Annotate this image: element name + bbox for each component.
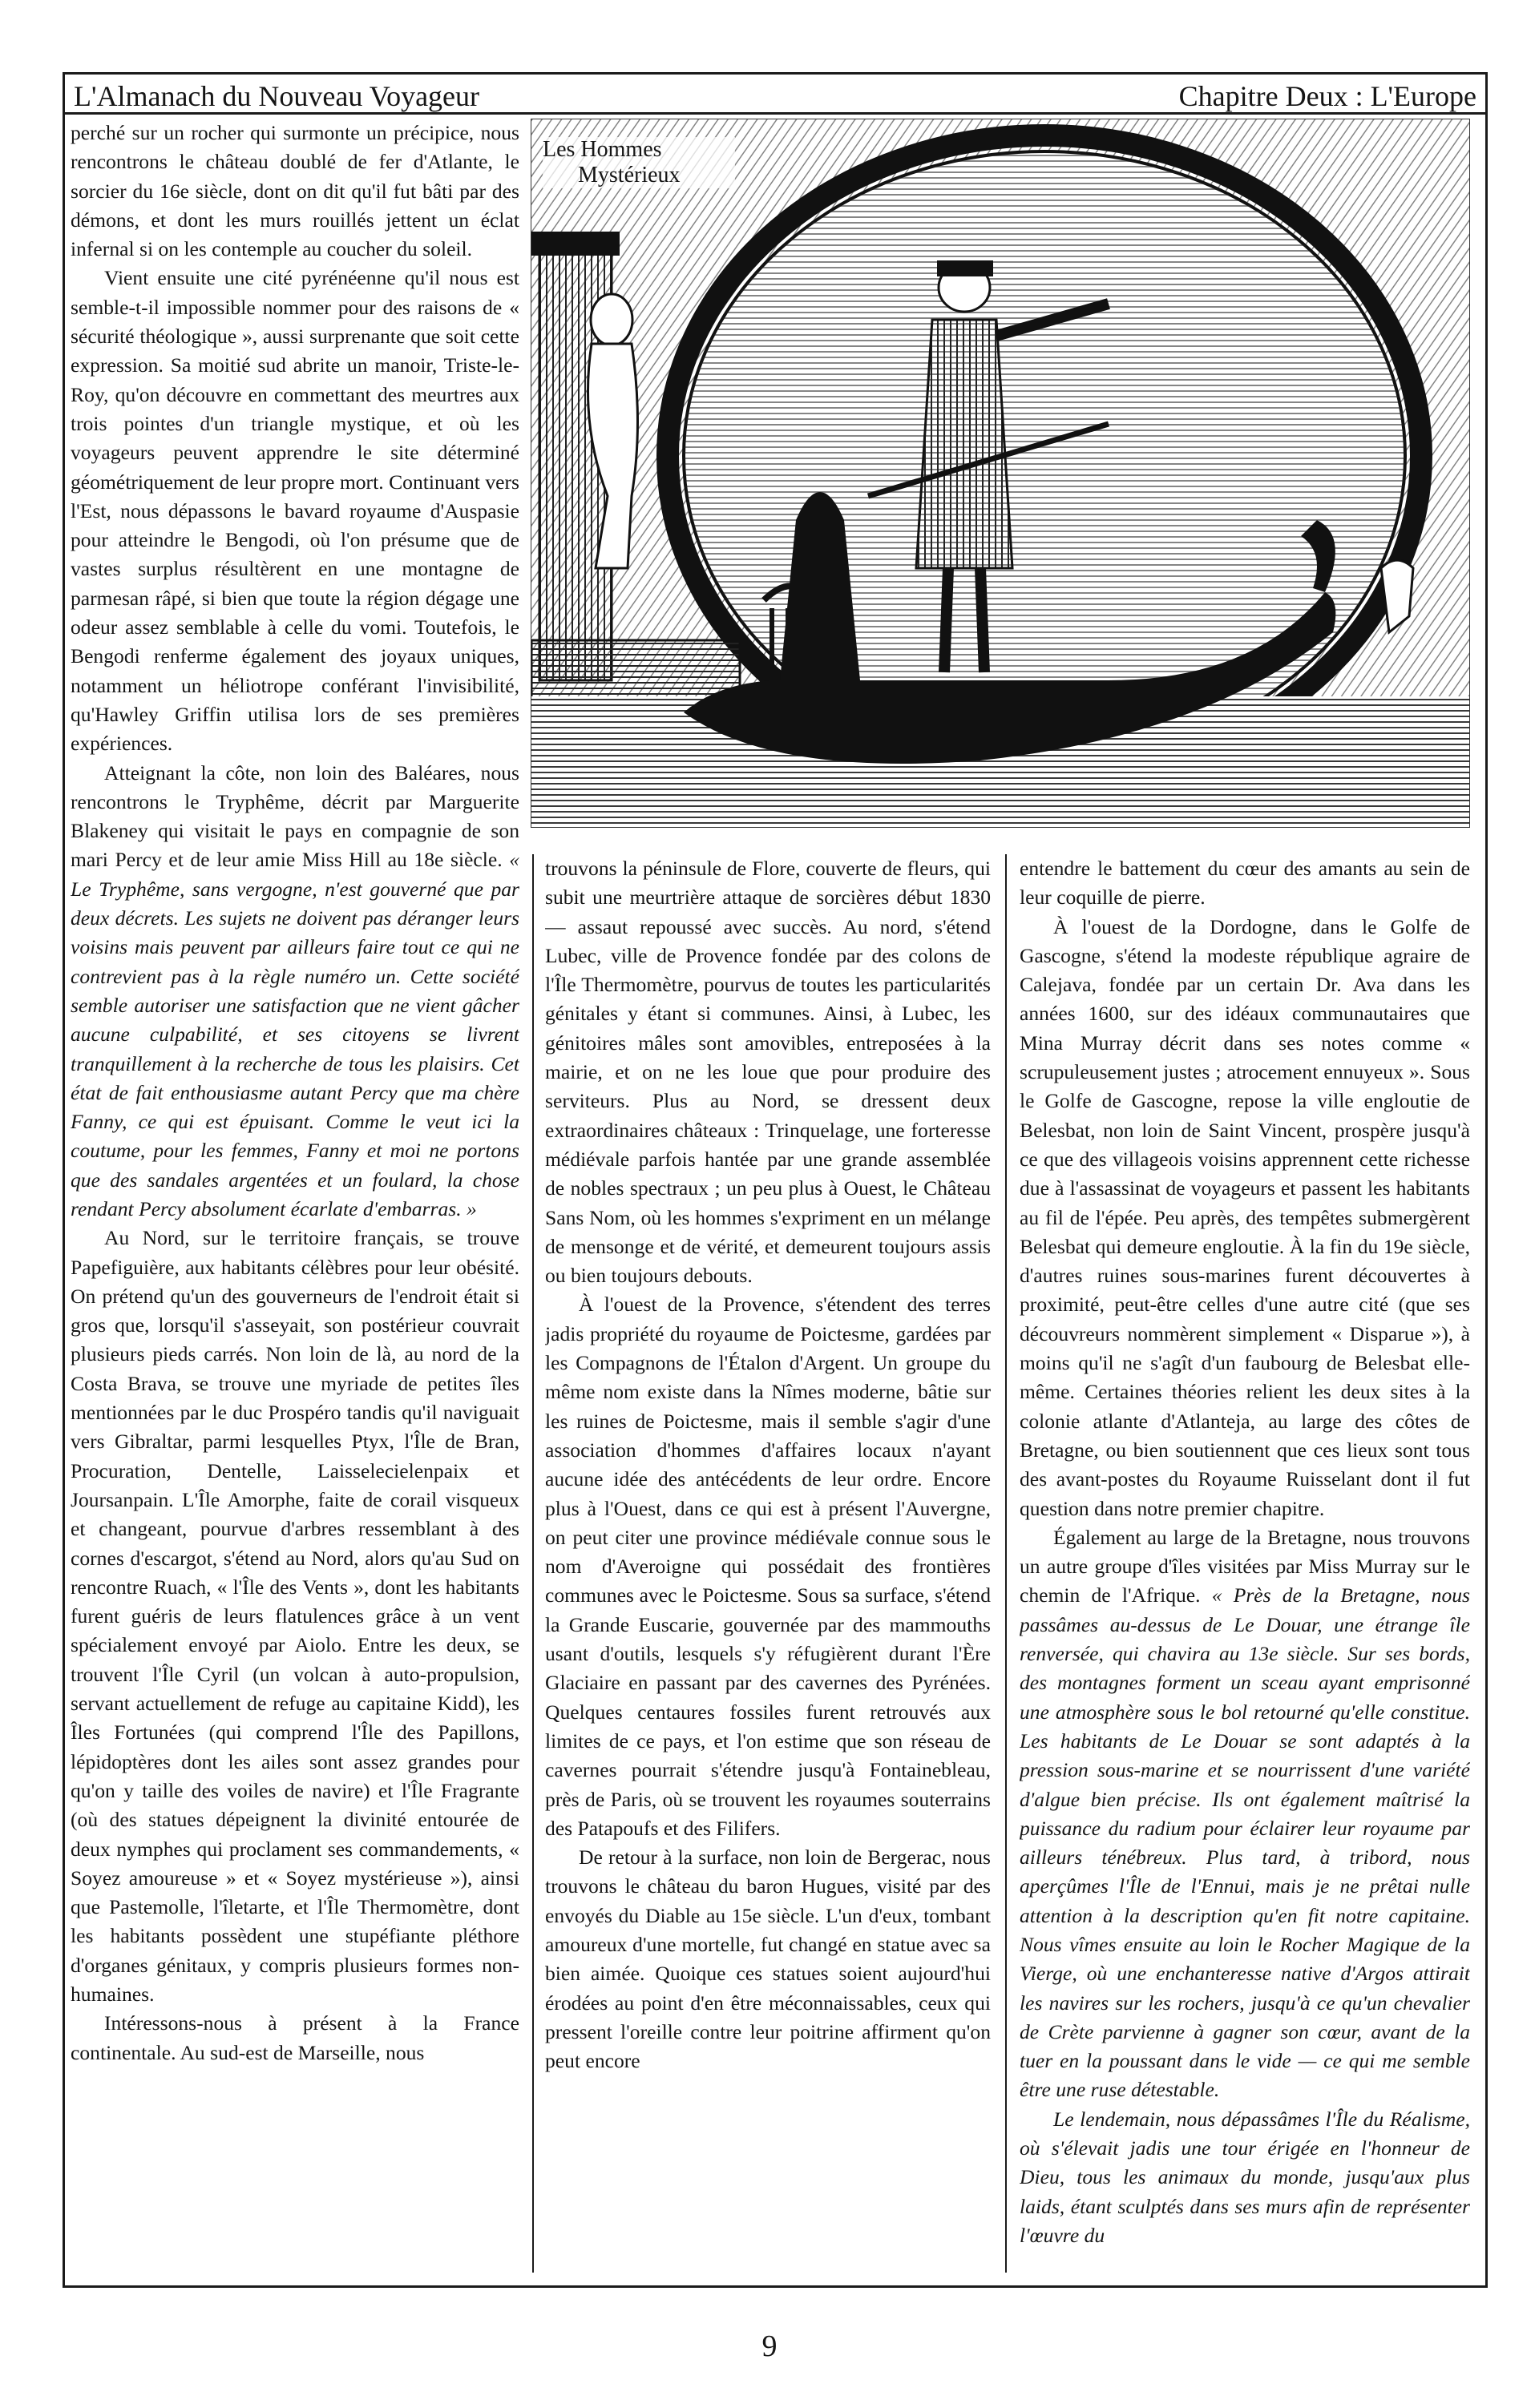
paragraph [71, 2009, 519, 2067]
chapter-title: Chapitre Deux : L'Europe [1178, 80, 1476, 112]
text-column-2 [545, 854, 991, 2277]
page-number: 9 [761, 2329, 778, 2363]
text-column-1 [71, 119, 519, 2274]
column-rule-1 [532, 854, 534, 2273]
paragraph [1020, 1523, 1470, 2105]
paragraph-text: Également au large de la Bretagne, nous trouvons un autre groupe d'îles visitées par Miss Murray sur le chemin de l'Afrique. [1020, 1525, 1470, 1607]
paragraph [1020, 854, 1470, 913]
paragraph-text: Intéressons-nous à présent à la France continentale. Au sud-est de Marseille, nous [71, 2011, 519, 2064]
caption-line-1: Les Hommes [543, 137, 662, 162]
gondola-illustration [531, 119, 1470, 828]
paragraph-text: entendre le battement du cœur des amants au sein de leur coquille de pierre. [1020, 857, 1470, 910]
paragraph [1020, 2105, 1470, 2250]
paragraph-text: Vient ensuite une cité pyrénéenne qu'il nous est semble-t-il impossible nommer pour des raisons de « sécurité théologique », aussi surprenante que soit cette expression. Sa moitié sud abrite un manoir, Triste-le-Roy, qu'on découvre en commettant des meurtres aux trois pointes d'un triangle mystique, et où les voyageurs peuvent apprendre le site déterminé géométriquement de leur propre mort. Continuant vers l'Est, nous dépassons le bavard royaume d'Auspasie pour atteindre le Bengodi, où l'on présume que de vastes surplus résultèrent en une montagne de parmesan râpé, si bien que toute la région dégage une odeur assez semblable à celle du vomi. Toutefois, le Bengodi renferme également des joyaux uniques, notamment un héliotrope conférant l'invisibilité, qu'Hawley Griffin utilisa lors de ses premières expériences. [71, 266, 519, 756]
paragraph [71, 759, 519, 1224]
paragraph-text: À l'ouest de la Provence, s'étendent des terres jadis propriété du royaume de Poictesme, gardées par les Compagnons de l'Étalon d'Argent. Un groupe du même nom existe dans la Nîmes moderne, bâtie sur les ruines de Poictesme, mais il semble s'agir d'une association d'hommes d'affaires locaux n'ayant aucune idée des antécédents de leur ordre. Encore plus à l'Ouest, dans ce qui est à présent l'Auvergne, on peut citer une province médiévale connue sous le nom d'Averoigne qui possédait des frontières communes avec le Poictesme. Sous sa surface, s'étend la Grande Euscarie, gouvernée par des mammouths usant d'outils, lesquels s'y réfugièrent durant l'Ère Glaciaire en passant par des cavernes des Pyrénées. Quelques centaures fossiles furent retrouvés aux limites de ce pays, et l'on estime que son réseau de cavernes pourrait s'étendre jusqu'à Fontainebleau, près de Paris, où se trouvent les royaumes souterrains des Patapoufs et des Filifers. [545, 1293, 991, 1840]
paragraph [71, 1224, 519, 2009]
quoted-journal-text: Le lendemain, nous dépassâmes l'Île du Réalisme, où s'élevait jadis une tour érigée en l'honneur de Dieu, tous les animaux du monde, jusqu'aux plus laids, étant sculptés dans ses murs afin de représenter l'œuvre du [1020, 2107, 1470, 2247]
running-header [63, 76, 1488, 115]
paragraph-text: À l'ouest de la Dordogne, dans le Golfe de Gascogne, s'étend la modeste république agraire de Calejava, fondée par un certain Dr. Ava dans les années 1600, sur des idéaux communautaires que Mina Murray décrit dans ses notes comme « scrupuleusement justes ; atrocement ennuyeux ». Sous le Golfe de Gascogne, repose la ville engloutie de Belesbat, non loin de Saint Vincent, prospère jusqu'à ce que des villageois voisins apprennent cette richesse due à l'assassinat de voyageurs et passent les habitants au fil de l'épée. Peu après, des tempêtes submergèrent Belesbat qui demeure engloutie. À la fin du 19e siècle, d'autres ruines sous-marines furent découvertes à proximité, peut-être celles d'une autre cité (que ses découvreurs nommèrent simplement « Disparue »), à moins qu'il ne s'agît d'un faubourg de Belesbat elle-même. Certaines théories relient les deux sites à la colonie atlante d'Atlanteja, au large des côtes de Bretagne, ou bien soutiennent que ces lieux sont tous des avant-postes du Royaume Ruisselant dont il fut question dans notre premier chapitre. [1020, 914, 1470, 1520]
paragraph-text: Au Nord, sur le territoire français, se trouve Papefiguière, aux habitants célèbres pour leur obésité. On prétend qu'un des gouverneurs de l'endroit était si gros que, lorsqu'il s'asseyait, son postérieur couvrait plusieurs pieds carrés. Non loin de là, au nord de la Costa Brava, se trouve une myriade de petites îles mentionnées par le duc Prospéro tandis qu'il naviguait vers Gibraltar, parmi lesquelles Ptyx, l'Île de Bran, Procuration, Dentelle, Laisselecielenpaix et Joursanpain. L'Île Amorphe, faite de corail visqueux et changeant, pourvue d'arbres ressemblant à des cornes d'escargot, s'étend au Nord, alors qu'au Sud on rencontre Ruach, « l'Île des Vents », dont les habitants furent guéris de leurs flatulences grâce à un vent spécialement envoyé par Aiolo. Entre les deux, se trouvent l'Île Cyril (un volcan à auto-propulsion, servant actuellement de refuge au capitaine Kidd), les Îles Fortunées (qui comprend l'Île des Papillons, lépidoptères dont les ailes sont assez grandes pour qu'on y taille des voiles de navire) et l'Île Fragrante (où des statues dépeignent la divinité entourée de deux nymphes qui proclament ses commandements, « Soyez amoureuse » et « Soyez mystérieuse »), ainsi que Pastemolle, l'îletarte, et l'Île Thermomètre, dont les habitants possèdent une stupéfiante pléthore d'organes génitaux, y compris plusieurs formes non-humaines. [71, 1226, 519, 2006]
paragraph [545, 1843, 991, 2075]
paragraph [71, 119, 519, 264]
paragraph-text: Atteignant la côte, non loin des Baléares, nous rencontrons le Tryphême, décrit par Marguerite Blakeney qui visitait le pays en compagnie de son mari Percy et de leur amie Miss Hill au 18e siècle. [71, 760, 519, 872]
column-rule-2 [1005, 854, 1007, 2273]
book-title: L'Almanach du Nouveau Voyageur [74, 80, 480, 112]
paragraph-text: perché sur un rocher qui surmonte un précipice, nous rencontrons le château doublé de fer d'Atlante, le sorcier du 16e siècle, dont on dit qu'il fut bâti par des démons, et dont les murs rouillés jettent un éclat infernal si on les contemple au coucher du soleil. [71, 121, 519, 261]
quoted-journal-text: « Près de la Bretagne, nous passâmes au-dessus de Le Douar, une étrange île renversée, qui chavira au 13e siècle. Sur ses bords, des montagnes forment un sceau ayant emprisonné une atmosphère sous le bol retourné qu'elle constitue. Les habitants de Le Douar se sont adaptés à la pression sous-marine et se nourrissent d'une variété d'algue bien précise. Ils ont également maîtrisé la puissance du radium pour éclairer leur royaume par ailleurs ténébreux. Plus tard, à tribord, nous aperçûmes l'Île de l'Ennui, mais je ne prêtai nulle attention à la description qu'en fit notre capitaine. Nous vîmes ensuite au loin le Rocher Magique de la Vierge, où une enchanteresse native d'Argos attirait les navires sur les rochers, jusqu'à ce qu'un chevalier de Crète parvienne à gagner son cœur, avant de la tuer en la poussant dans le vide — ce qui me semble être une ruse détestable. [1020, 1583, 1470, 2102]
paragraph [545, 854, 991, 1290]
paragraph-text: trouvons la péninsule de Flore, couverte de fleurs, qui subit une meurtrière attaque de sorcières début 1830 — assaut repoussé avec succès. Au nord, s'étend Lubec, ville de Provence fondée par des colons de l'Île Thermomètre, pourvus de toutes les particularités génitales y étant si communes. Ainsi, à Lubec, les génitoires mâles sont amovibles, entreposées à la mairie, et on ne les loue que pour produire des serviteurs. Plus au Nord, se dressent deux extraordinaires châteaux : Trinquelage, une forteresse médiévale parfois hantée par une grande assemblée de nobles spectraux ; un peu plus à Ouest, le Château Sans Nom, où les hommes s'expriment en un mélange de mensonge et de vérité, et demeurent toujours assis ou bien toujours debouts. [545, 857, 991, 1288]
paragraph [545, 1290, 991, 1843]
paragraph-text: De retour à la surface, non loin de Bergerac, nous trouvons le château du baron Hugues, visité par des envoyés du Diable au 15e siècle. L'un d'eux, tombant amoureux d'une mortelle, fut changé en statue avec sa bien aimée. Quoique ces statues soient aujourd'hui érodées au point d'en être méconnaissables, ceux qui pressent l'oreille contre leur poitrine affirment qu'on peut encore [545, 1845, 991, 2073]
illustration [531, 119, 1470, 828]
paragraph [1020, 913, 1470, 1523]
quoted-journal-text: « Le Tryphême, sans vergogne, n'est gouverné que par deux décrets. Les sujets ne doivent pas déranger leurs voisins mais peuvent par ailleurs faire tout ce qui ne contrevient pas à la règle numéro un. Cette société semble autoriser une satisfaction que ne vient gâcher aucune culpabilité, et ses citoyens se livrent tranquillement à la recherche de tous les plaisirs. Cet état de fait enthousiasme autant Percy que ma chère Fanny, ce qui est épuisant. Comme le veut ici la coutume, pour les femmes, Fanny et moi ne portons que des sandales argentées et un foulard, la chose rendant Percy absolument écarlate d'embarras. » [71, 848, 519, 1220]
illustration-caption [543, 137, 735, 188]
paragraph [71, 264, 519, 758]
caption-line-2: Mystérieux [578, 163, 681, 188]
text-column-3 [1020, 854, 1470, 2277]
